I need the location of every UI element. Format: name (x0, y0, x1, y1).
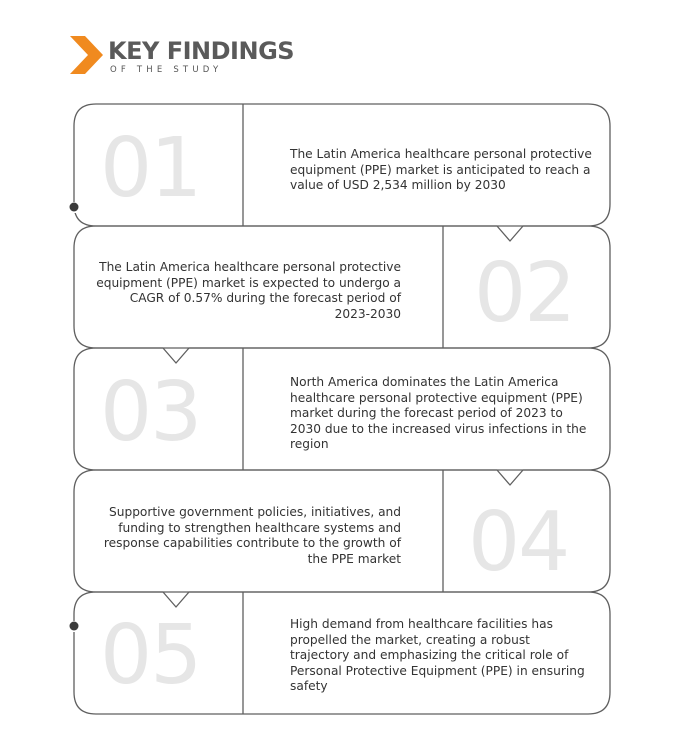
finding-text-1: The Latin America healthcare personal protective equipment (PPE) market is anticipated to reach a value of USD 2,534 million by 2030 (290, 147, 592, 192)
finding-text-3: North America dominates the Latin America healthcare personal protective equipment (PPE) market during the forecast period of 2023 to 2030 due to the increased virus infections in the region (290, 375, 587, 451)
finding-number-2: 02 (474, 246, 575, 341)
finding-text-5: High demand from healthcare facilities has propelled the market, creating a robust trajectory and emphasizing the critical role of Personal Protective Equipment (PPE) in ensuring safety (290, 617, 585, 693)
page-subtitle: OF THE STUDY (110, 65, 223, 75)
page-title: KEY FINDINGS (108, 37, 295, 65)
timeline-dot-end (70, 622, 79, 631)
finding-number-5: 05 (100, 608, 201, 703)
finding-number-3: 03 (100, 365, 201, 460)
timeline-dot-start (70, 203, 79, 212)
finding-number-4: 04 (468, 495, 569, 590)
finding-text-2: The Latin America healthcare personal protective equipment (PPE) market is expected to undergo a CAGR of 0.57% during the forecast period of 2023-2030 (96, 260, 401, 321)
finding-number-1: 01 (100, 121, 201, 216)
finding-text-4: Supportive government policies, initiatives, and funding to strengthen healthcare systems and response capabilities contribute to the growth of the PPE market (103, 505, 401, 566)
